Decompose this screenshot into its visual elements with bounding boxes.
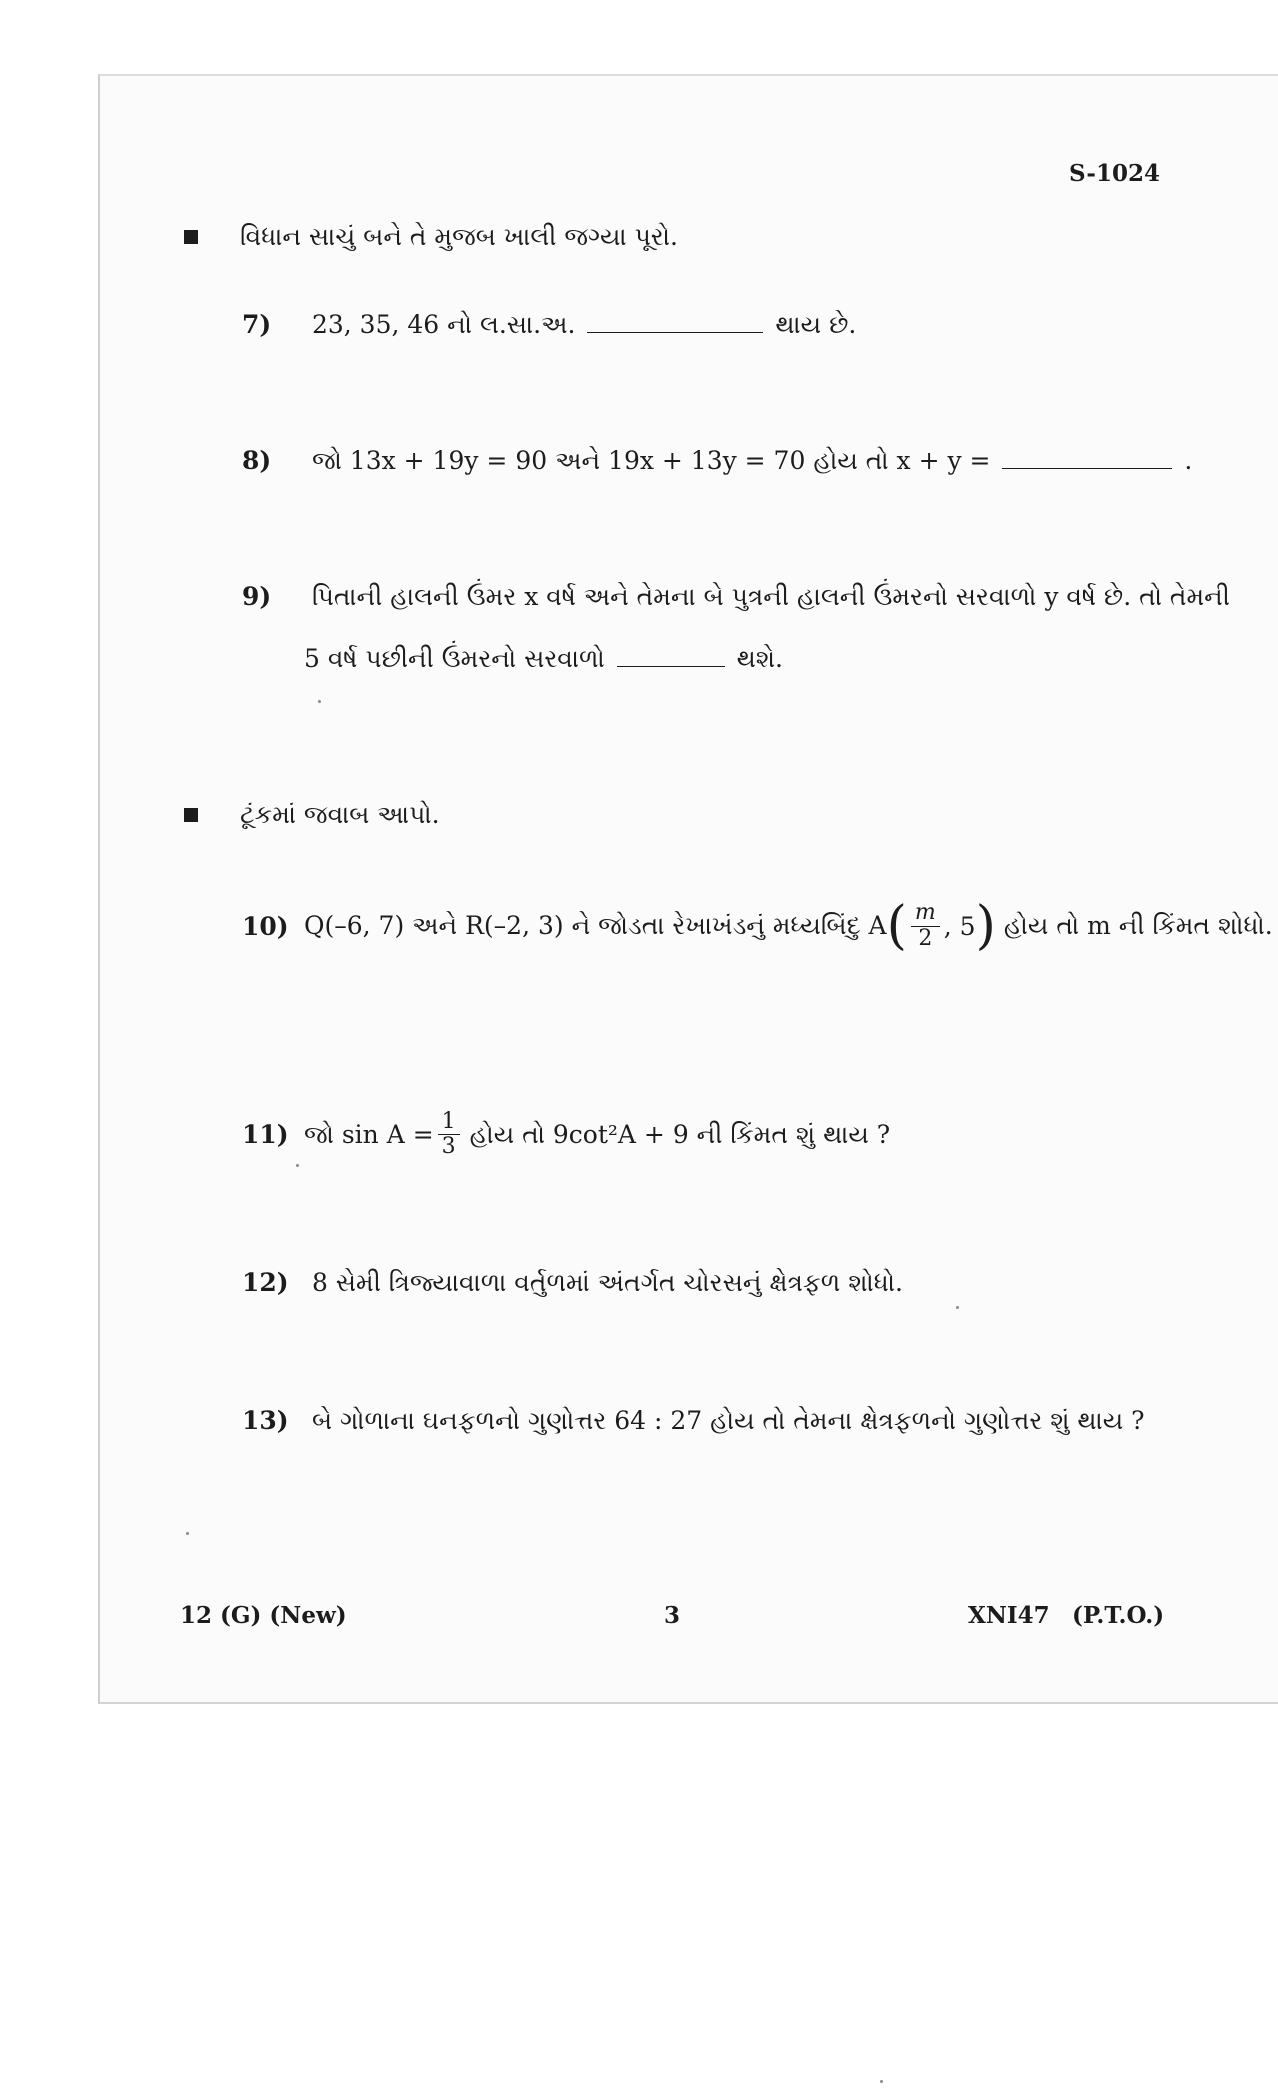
footer-left: 12 (G) (New) (180, 1602, 347, 1629)
question-number: 8) (242, 446, 272, 475)
left-paren: ( (886, 896, 907, 956)
square-bullet-icon (184, 808, 198, 822)
question-number: 10) (242, 911, 289, 941)
question-13 (242, 1406, 1145, 1436)
page-number: 3 (664, 1602, 681, 1629)
fill-blank (617, 646, 725, 667)
fill-blank (587, 312, 763, 333)
question-10 (242, 896, 1273, 956)
question-text: જો sin A = (304, 1119, 434, 1149)
section-b-heading (184, 800, 440, 830)
question-text-after: થાય છે. (775, 310, 857, 339)
fill-blank (1002, 448, 1172, 469)
section-a-heading (184, 222, 678, 252)
question-number: 7) (242, 310, 272, 339)
question-text-after: થશે. (736, 644, 784, 673)
fraction-denominator: 3 (441, 1134, 456, 1160)
question-11 (242, 1110, 890, 1159)
question-text: 5 વર્ષ પછીની ઉંમરનો સરવાળો (304, 644, 605, 673)
scan-speck (296, 1164, 299, 1167)
question-number: 9) (242, 582, 272, 611)
fraction-numerator: 1 (438, 1110, 460, 1135)
scan-speck (186, 1532, 189, 1535)
fraction-numerator: m (911, 901, 940, 926)
question-text: બે ગોળાના ઘનફળનો ગુણોત્તર 64 : 27 હોય તો તેમના ક્ષેત્રફળનો ગુણોત્તર શું થાય ? (311, 1406, 1145, 1435)
question-number: 12) (242, 1268, 289, 1297)
question-number: 13) (242, 1406, 289, 1435)
square-bullet-icon (184, 230, 198, 244)
fraction-denominator: 2 (918, 925, 933, 951)
question-9-line2 (304, 644, 783, 674)
section-b-heading-text: ટૂંકમાં જવાબ આપો. (240, 800, 440, 829)
coordinate-y: , 5 (943, 911, 976, 941)
question-text-after: હોય તો 9cot²A + 9 ની કિંમત શું થાય ? (469, 1119, 891, 1149)
scan-speck (880, 2080, 883, 2083)
footer-code: XNI47 (968, 1602, 1050, 1629)
question-text: જો 13x + 19y = 90 અને 19x + 13y = 70 હોય તો x + y = (311, 446, 991, 475)
footer-pto: (P.T.O.) (1072, 1602, 1165, 1629)
question-text: 8 સેમી ત્રિજ્યાવાળા વર્તુળમાં અંતર્ગત ચોરસનું ક્ષેત્રફળ શોધો. (311, 1268, 903, 1297)
question-7 (242, 310, 856, 340)
question-12 (242, 1268, 903, 1298)
question-text-line1: પિતાની હાલની ઉંમર x વર્ષ અને તેમના બે પુત્રની હાલની ઉંમરનો સરવાળો y વર્ષ છે. તો તેમની (311, 582, 1230, 611)
right-paren: ) (975, 896, 996, 956)
fraction (438, 1110, 460, 1159)
scan-speck (318, 700, 321, 703)
question-text-after: . (1184, 446, 1193, 475)
scan-speck (956, 1306, 959, 1309)
question-text-after: હોય તો m ની કિંમત શોધો. (1003, 911, 1273, 940)
section-a-heading-text: વિધાન સાચું બને તે મુજબ ખાલી જગ્યા પૂરો. (240, 222, 678, 251)
question-text: 23, 35, 46 નો લ.સા.અ. (311, 310, 576, 339)
fraction (911, 901, 940, 950)
question-text: Q(–6, 7) અને R(–2, 3) ને જોડતા રેખાખંડનું મધ્યબિંદુ A (304, 911, 887, 940)
paper-code: S-1024 (1068, 160, 1160, 187)
question-number: 11) (242, 1120, 289, 1150)
question-8 (242, 446, 1192, 476)
question-9 (242, 582, 1230, 612)
